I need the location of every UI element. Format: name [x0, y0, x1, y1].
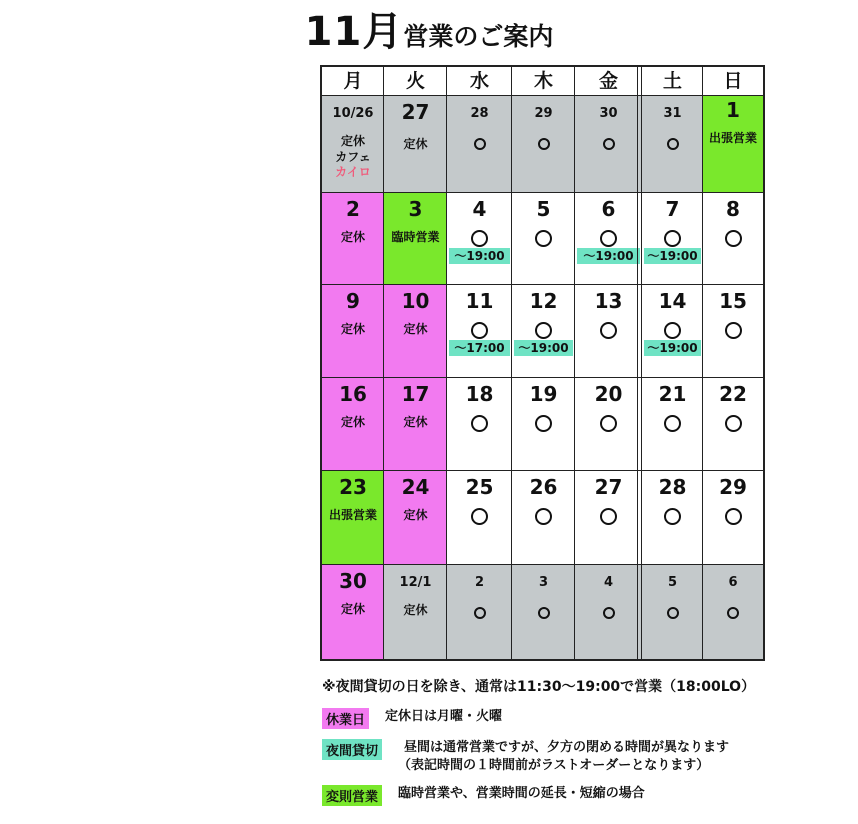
day-number: 12 [529, 289, 558, 313]
day-number: 11 [465, 289, 494, 313]
grid-hline [322, 377, 763, 378]
legend-description-line: 臨時営業や、営業時間の延長・短縮の場合 [398, 786, 645, 801]
day-cell [447, 471, 512, 565]
open-circle-icon [603, 607, 615, 619]
open-circle-icon [664, 322, 681, 339]
day-cell [575, 96, 642, 193]
open-mark-wrap [575, 604, 642, 623]
open-circle-icon [725, 230, 742, 247]
day-number: 9 [346, 289, 360, 313]
day-status-label: 定休 [340, 322, 365, 336]
open-mark-wrap [512, 415, 575, 436]
day-number: 17 [401, 382, 430, 406]
closing-time-badge: ～17:00 [449, 340, 510, 356]
open-circle-icon [600, 415, 617, 432]
open-circle-icon [667, 138, 679, 150]
day-number: 15 [719, 289, 747, 313]
day-status-label: 定休 [340, 415, 365, 429]
weekday-header-2: 水 [469, 70, 489, 92]
day-number: 12/1 [399, 575, 432, 590]
day-number: 5 [536, 197, 551, 221]
day-status-label: 定休 [340, 134, 365, 148]
open-circle-icon [474, 607, 486, 619]
weekday-header-3: 木 [533, 70, 553, 92]
day-status-label: 定休 [403, 415, 428, 429]
day-number: 27 [401, 100, 430, 124]
day-cell [384, 96, 447, 193]
day-cell [447, 96, 512, 193]
open-circle-icon [474, 138, 486, 150]
day-cell [642, 96, 703, 193]
day-cell [703, 378, 763, 471]
day-number: 5 [667, 575, 678, 590]
open-circle-icon [535, 415, 552, 432]
title-month: 11月 [304, 9, 404, 55]
legend-row [322, 708, 842, 729]
day-cell [512, 378, 575, 471]
open-mark-wrap [512, 508, 575, 529]
day-number: 6 [728, 575, 738, 590]
day-status-label: 定休 [340, 230, 365, 244]
grid-hline [322, 470, 763, 471]
open-mark-wrap [703, 230, 763, 251]
day-cell [642, 565, 703, 659]
open-mark-wrap [512, 604, 575, 623]
open-circle-icon [535, 230, 552, 247]
page-title [0, 0, 858, 56]
day-number: 21 [658, 382, 687, 406]
day-status-label: 臨時営業 [391, 230, 440, 244]
weekday-header-0: 月 [343, 70, 363, 92]
open-circle-icon [471, 415, 488, 432]
grid-hline [322, 284, 763, 285]
day-status-label: 出張営業 [328, 508, 377, 522]
open-circle-icon [725, 322, 742, 339]
open-circle-icon [535, 322, 552, 339]
day-number: 4 [603, 575, 614, 590]
grid-hline [322, 192, 763, 193]
open-circle-icon [471, 508, 488, 525]
open-mark-wrap [512, 230, 575, 251]
day-number: 6 [601, 197, 616, 221]
open-circle-icon [725, 508, 742, 525]
day-cell [322, 565, 384, 659]
closing-time-badge: ～19:00 [577, 248, 640, 264]
open-circle-icon [664, 230, 681, 247]
open-mark-wrap [642, 604, 703, 623]
open-mark-wrap [575, 322, 642, 343]
day-cell [575, 285, 642, 378]
open-circle-icon [727, 607, 739, 619]
day-status-label: 出張営業 [708, 131, 757, 145]
business-hours-note: ※夜間貸切の日を除き、通常は11:30～19:00で営業（18:00LO） [322, 679, 756, 695]
day-number: 14 [658, 289, 687, 313]
legend-description [385, 708, 502, 726]
open-mark-wrap [642, 415, 703, 436]
day-cell [447, 193, 512, 285]
day-cell [512, 565, 575, 659]
open-circle-icon [664, 415, 681, 432]
day-cell [384, 378, 447, 471]
day-cell [703, 471, 763, 565]
day-number: 30 [339, 569, 367, 593]
day-cell [703, 565, 763, 659]
day-cell [447, 285, 512, 378]
day-cell [384, 193, 447, 285]
day-cell [642, 285, 703, 378]
day-number: 28 [658, 475, 687, 499]
day-cell [322, 378, 384, 471]
open-mark-wrap [575, 508, 642, 529]
day-number: 29 [534, 106, 553, 121]
day-number: 30 [599, 106, 618, 121]
grid-vline [574, 67, 575, 659]
open-mark-wrap [642, 508, 703, 529]
day-number: 7 [665, 197, 680, 221]
day-status-label: 定休 [403, 322, 428, 336]
day-cell [575, 378, 642, 471]
closing-time-badge: ～19:00 [449, 248, 510, 264]
day-cell [322, 471, 384, 565]
grid-vline [641, 67, 642, 659]
day-status-label: 定休 [403, 508, 428, 522]
weekday-header-1: 火 [405, 70, 425, 92]
day-status-label: 定休 [403, 137, 428, 151]
day-number: 29 [719, 475, 747, 499]
open-mark-wrap [447, 135, 512, 154]
day-cell [575, 471, 642, 565]
open-mark-wrap [703, 508, 763, 529]
day-number: 18 [465, 382, 494, 406]
notes-section [322, 676, 842, 816]
calendar-grid [320, 65, 765, 661]
day-number: 22 [719, 382, 747, 406]
open-circle-icon [600, 322, 617, 339]
weekday-header-6: 日 [723, 70, 743, 92]
open-mark-wrap [703, 415, 763, 436]
day-number: 10/26 [332, 106, 374, 121]
open-mark-wrap [447, 508, 512, 529]
day-number: 1 [726, 98, 740, 122]
day-cell [384, 285, 447, 378]
weekday-header-5: 土 [662, 70, 682, 92]
grid-vline [383, 67, 384, 659]
grid-vline [702, 67, 703, 659]
day-cell [703, 96, 763, 193]
day-cell [703, 193, 763, 285]
open-circle-icon [725, 415, 742, 432]
day-number: 27 [594, 475, 623, 499]
day-cell [512, 471, 575, 565]
day-cell [642, 378, 703, 471]
day-number: 2 [474, 575, 485, 590]
open-circle-icon [667, 607, 679, 619]
day-cell [447, 378, 512, 471]
legend-row [322, 739, 842, 775]
title-subtitle: 営業のご案内 [403, 22, 554, 51]
day-number: 25 [465, 475, 494, 499]
day-number: 19 [529, 382, 558, 406]
day-number: 26 [529, 475, 558, 499]
day-status-label: カフェ [335, 150, 371, 164]
legend-chip: 夜間貸切 [322, 739, 382, 760]
open-mark-wrap [575, 135, 642, 154]
day-cell [322, 193, 384, 285]
open-circle-icon [664, 508, 681, 525]
day-cell [575, 193, 642, 285]
open-circle-icon [603, 138, 615, 150]
open-mark-wrap [575, 415, 642, 436]
day-number: 23 [339, 475, 367, 499]
open-mark-wrap [703, 604, 763, 623]
day-cell [642, 471, 703, 565]
open-mark-wrap [447, 604, 512, 623]
open-circle-icon [471, 230, 488, 247]
day-cell [322, 285, 384, 378]
legend [322, 708, 842, 806]
grid-vline-double [637, 67, 638, 659]
day-number: 2 [346, 197, 360, 221]
legend-description [398, 739, 729, 775]
day-number: 13 [594, 289, 623, 313]
legend-description [398, 785, 645, 803]
closing-time-badge: ～19:00 [514, 340, 573, 356]
day-status-label: 定休 [403, 603, 428, 617]
legend-chip: 休業日 [322, 708, 369, 729]
day-number: 4 [472, 197, 487, 221]
legend-chip: 変則営業 [322, 785, 382, 806]
grid-hline [322, 564, 763, 565]
open-circle-icon [538, 138, 550, 150]
open-circle-icon [600, 508, 617, 525]
day-number: 3 [538, 575, 549, 590]
open-circle-icon [538, 607, 550, 619]
day-number: 24 [401, 475, 430, 499]
open-circle-icon [600, 230, 617, 247]
day-extra-label: カイロ [335, 165, 371, 179]
day-number: 3 [408, 197, 423, 221]
day-cell [384, 565, 447, 659]
day-number: 8 [726, 197, 740, 221]
day-cell [512, 96, 575, 193]
open-mark-wrap [703, 322, 763, 343]
open-circle-icon [471, 322, 488, 339]
day-cell [642, 193, 703, 285]
open-mark-wrap [447, 415, 512, 436]
grid-vline [446, 67, 447, 659]
day-number: 28 [470, 106, 489, 121]
open-mark-wrap [642, 135, 703, 154]
day-number: 20 [594, 382, 623, 406]
legend-description-line: 定休日は月曜・火曜 [385, 709, 503, 724]
closing-time-badge: ～19:00 [644, 340, 701, 356]
day-number: 10 [401, 289, 430, 313]
legend-description-line: （表記時間の１時間前がラストオーダーとなります） [398, 758, 710, 773]
day-number: 31 [663, 106, 682, 121]
closing-time-badge: ～19:00 [644, 248, 701, 264]
day-cell [703, 285, 763, 378]
open-mark-wrap [512, 135, 575, 154]
grid-hline [322, 95, 763, 96]
day-cell [384, 471, 447, 565]
day-cell [512, 193, 575, 285]
open-circle-icon [535, 508, 552, 525]
day-cell [447, 565, 512, 659]
day-cell [512, 285, 575, 378]
day-cell [322, 96, 384, 193]
weekday-header-4: 金 [598, 70, 618, 92]
day-cell [575, 565, 642, 659]
legend-row [322, 785, 842, 806]
legend-description-line: 昼間は通常営業ですが、夕方の閉める時間が異なります [404, 740, 730, 755]
day-number: 16 [339, 382, 367, 406]
grid-vline [511, 67, 512, 659]
day-status-label: 定休 [340, 602, 365, 616]
